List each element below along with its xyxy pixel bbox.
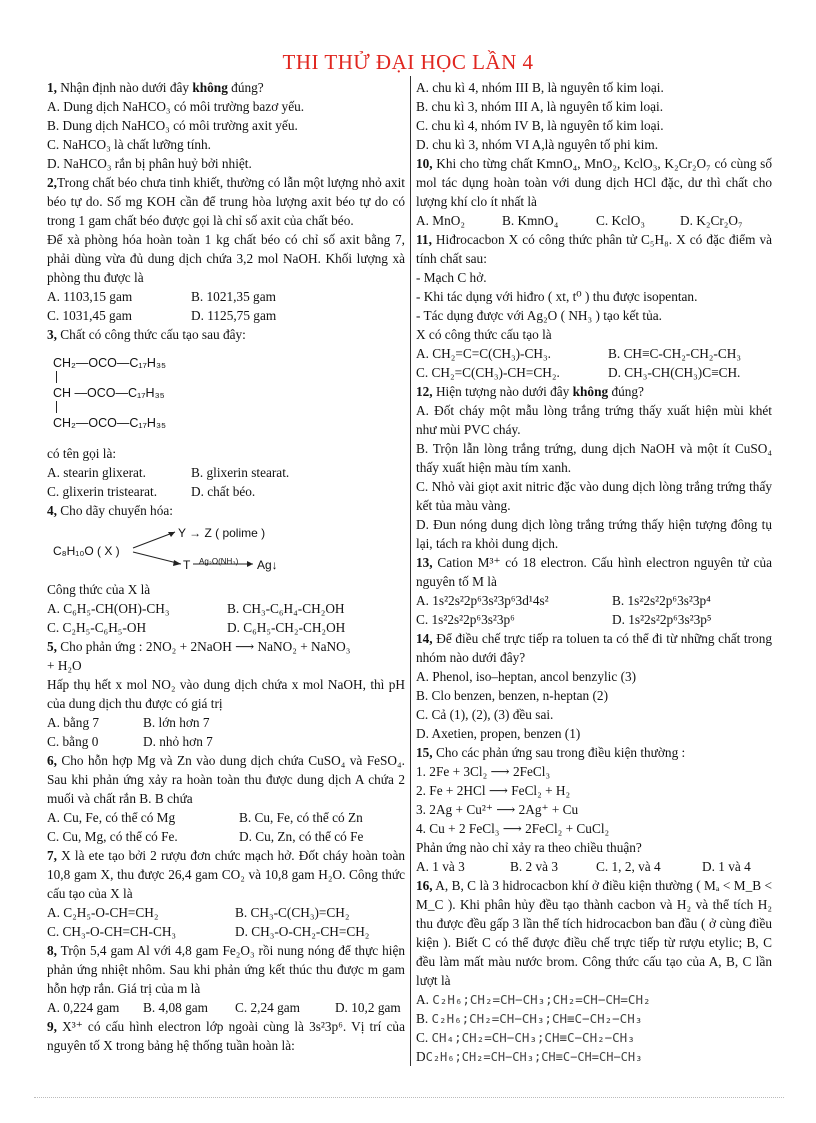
question-number: 1, (47, 80, 57, 95)
option-a: A. CH₂=C=C(CH₃)-CH₃. (416, 346, 551, 361)
scheme-start: C₈H₁₀O ( X ) (53, 544, 120, 558)
option-c: C. Nhỏ vài giọt axit nitric đặc vào dung dịch lòng trắng trứng thấy kết tủa màu vàng. (416, 479, 772, 513)
question-4-stem (47, 501, 405, 520)
option-d: D. Đun nóng dung dịch lòng trắng trứng thấy hiện tượng đông tụ lại, tách ra khỏi dung dịch. (416, 517, 772, 551)
question-number: 14, (416, 631, 433, 646)
option-a: A. 1 và 3 (416, 859, 465, 874)
option-c: C. NaHCO₃ là chất lưỡng tính. (47, 137, 212, 152)
option-a: A. stearin glixerat. (47, 465, 146, 480)
feature-line: - Khi tác dụng với hiđro ( xt, t⁰ ) thu được isopentan. (416, 289, 698, 304)
option-formula: C₂H₆;CH₂=CH−CH₃;CH₂=CH−CH=CH₂ (432, 992, 651, 1007)
option-a: A. 1s²2s²2p⁶3s²3p⁶3d¹4s² (416, 593, 549, 608)
structure-line: CH₂—OCO—C₁₇H₃₅ (53, 356, 167, 370)
question-13-stem (416, 553, 772, 591)
option-a: A. Phenol, iso–heptan, ancol benzylic (3) (416, 669, 637, 684)
options-row (47, 808, 405, 827)
option-a: A. bằng 7 (47, 715, 100, 730)
question-text: Cho phản ứng : 2NO₂ + 2NaOH ⟶ NaNO₂ + NaNO₃ (56, 639, 351, 654)
question-text: Để điều chế trực tiếp ra toluen ta có thể đi từ những chất trong nhóm nào dưới đây? (416, 631, 772, 665)
reaction-line: 3. 2Ag + Cu²⁺ ⟶ 2Ag⁺ + Cu (416, 802, 579, 817)
options-row (416, 591, 772, 610)
options-row (416, 344, 772, 363)
option-b: B. glixerin stearat. (191, 465, 290, 480)
option-d (416, 1047, 772, 1067)
question-number: 10, (416, 156, 433, 171)
question-text: có tên gọi là: (47, 446, 117, 461)
conversion-scheme (53, 524, 405, 574)
question-number: 12, (416, 384, 433, 399)
options-row (416, 363, 772, 382)
option-c: C. Cu, Mg, có thể có Fe. (47, 829, 178, 844)
options-row (47, 903, 405, 922)
option-c: C. bằng 0 (47, 734, 99, 749)
question-16-stem (416, 876, 772, 990)
question-text: Trong chất béo chưa tinh khiết, thường có lẫn một lượng nhỏ axit béo tự do. Số mg KOH cần để trung hòa lượng axit béo tự do có trong 1 gam chất béo được gọi là chỉ số axit của chất béo. (47, 175, 405, 228)
option-label: B. (416, 1011, 429, 1026)
option-a: A. C₂H₅-O-CH=CH₂ (47, 905, 159, 920)
question-text: + H₂O (47, 658, 82, 673)
option-a: A. 0,224 gam (47, 1000, 120, 1015)
option-label: A. (416, 992, 429, 1007)
option-formula: C₂H₆;CH₂=CH−CH₃;CH≡C−CH₂−CH₃ (431, 1011, 643, 1026)
question-text: Hiđrocacbon X có công thức phân tử C₅H₈. X có đặc điểm và tính chất sau: (416, 232, 772, 266)
reaction-line: 2. Fe + 2HCl ⟶ FeCl₂ + H₂ (416, 783, 571, 798)
question-10-stem (416, 154, 772, 211)
options-row (47, 463, 405, 482)
question-text: Cho dãy chuyển hóa: (56, 503, 173, 518)
question-number: 2, (47, 175, 57, 190)
question-6-stem (47, 751, 405, 808)
question-11-stem (416, 230, 772, 268)
option-d: D. CH₃-O-CH₂-CH=CH₂ (235, 924, 370, 939)
column-divider (410, 76, 411, 1066)
option-c: C. 1s²2s²2p⁶3s²3p⁶ (416, 612, 515, 627)
question-number: 6, (47, 753, 57, 768)
emphasis-text: không (572, 384, 609, 399)
option-d: D. chu kì 3, nhóm VI A,là nguyên tố phi kim. (416, 137, 659, 152)
page-bottom-rule (34, 1097, 784, 1098)
question-text: X³⁺ có cấu hình electron lớp ngoài cùng là 3s²3p⁶. Vị trí của nguyên tố X trong bảng hệ thống tuần hoàn là: (47, 1019, 405, 1053)
option-d: D. NaHCO₃ rắn bị phân huỷ bởi nhiệt. (47, 156, 252, 171)
option-a: A. Dung dịch NaHCO₃ có môi trường bazơ yếu. (47, 99, 305, 114)
options-row (47, 713, 405, 732)
feature-line: - Tác dụng được với Ag₂O ( NH₃ ) tạo kết tủa. (416, 308, 662, 323)
option-label: C. (416, 1030, 429, 1045)
question-text: Khi cho từng chất KmnO₄, MnO₂, KclO₃, K₂Cr₂O₇ có cùng số mol tác dụng hoàn toàn với dung dịch HCl đặc, dư thì chất cho lượng khí clo ít nhất là (416, 156, 772, 209)
question-text: Cho các phản ứng sau trong điều kiện thường : (432, 745, 686, 760)
option-b: B. chu kì 3, nhóm III A, là nguyên tố kim loại. (416, 99, 664, 114)
option-formula: CH₄;CH₂=CH−CH₃;CH≡C−CH₂−CH₃ (431, 1030, 635, 1045)
question-text: Hấp thụ hết x mol NO₂ vào dung dịch chứa x mol NaOH, thì pH của dung dịch thu được có giá trị (47, 677, 405, 711)
option-b: B. KmnO₄ (502, 213, 559, 228)
question-text: Chất có công thức cấu tạo sau đây: (56, 327, 246, 342)
options-row (47, 306, 405, 325)
question-text: Nhận định nào dưới đây (56, 80, 193, 95)
bond-line (56, 371, 57, 383)
structure-line: CH —OCO—C₁₇H₃₅ (53, 386, 165, 400)
question-3-stem (47, 325, 405, 344)
option-c: C. Cả (1), (2), (3) đều sai. (416, 707, 554, 722)
option-d: D. chất béo. (191, 484, 256, 499)
question-number: 3, (47, 327, 57, 342)
option-d: D. 1 và 4 (702, 859, 751, 874)
question-7-stem (47, 846, 405, 903)
option-d: D. CH₃-CH(CH₃)C≡CH. (608, 365, 741, 380)
question-text: đúng? (227, 80, 264, 95)
option-a: A. chu kì 4, nhóm III B, là nguyên tố kim loại. (416, 80, 664, 95)
option-label: D (416, 1049, 426, 1064)
question-number: 9, (47, 1019, 57, 1034)
question-text: A, B, C là 3 hidrocacbon khí ở điều kiện thường ( Mₐ < M_B < M_C ). Khi phân hủy đều tạo thành cacbon và H₂ và thể tích H₂ thu được đều gấp 3 lần thể tích hidrocacbon ban đầu ( ở cùng điều kiện ). Biết C có thể được điều chế trực tiếp từ rượu etylic; B, C đều làm mất màu nước brom. Công thức cấu tạo của A, B, C lần lượt là (416, 878, 772, 988)
option-a: A. MnO₂ (416, 213, 465, 228)
feature-line: - Mạch C hở. (416, 270, 487, 285)
emphasis-text: không (192, 80, 228, 95)
option-d: D. 1125,75 gam (191, 308, 277, 323)
option-c: C. KclO₃ (596, 213, 645, 228)
right-column (416, 78, 772, 1067)
question-number: 7, (47, 848, 57, 863)
option-b: B. Dung dịch NaHCO₃ có môi trường axit yếu. (47, 118, 298, 133)
question-text: Cation M³⁺ có 18 electron. Cấu hình electron nguyên tử của nguyên tố M là (416, 555, 772, 589)
bond-line (56, 401, 57, 413)
left-column (47, 78, 405, 1055)
option-b: B. Cu, Fe, có thể có Zn (239, 810, 363, 825)
option-b: B. 4,08 gam (143, 1000, 209, 1015)
question-number: 4, (47, 503, 57, 518)
question-1-stem (47, 78, 405, 97)
options-row (47, 618, 405, 637)
question-number: 8, (47, 943, 57, 958)
question-text: Cho hỗn hợp Mg và Zn vào dung dịch chứa CuSO₄ và FeSO₄. Sau khi phản ứng xảy ra hoàn toàn thu được dung dịch A chứa 2 muối và chất rắn B. B chứa (47, 753, 405, 806)
question-number: 11, (416, 232, 432, 247)
question-15-stem (416, 743, 772, 762)
question-8-stem (47, 941, 405, 998)
question-text: X là ete tạo bởi 2 rượu đơn chức mạch hở. Đốt cháy hoàn toàn 10,8 gam X, thu được 26,4 gam CO₂ và 10,8 gam H₂O. Công thức cấu tạo của X là (47, 848, 405, 901)
option-b: B. 2 và 3 (510, 859, 559, 874)
option-c: C. chu kì 4, nhóm IV B, là nguyên tố kim loại. (416, 118, 664, 133)
option-c: C. 2,24 gam (235, 1000, 301, 1015)
option-b: B. CH₃-C(CH₃)=CH₂ (235, 905, 350, 920)
option-c (416, 1028, 772, 1047)
options-row (416, 610, 772, 629)
option-d: D. nhỏ hơn 7 (143, 734, 213, 749)
question-9-stem (47, 1017, 405, 1055)
structure-line: CH₂—OCO—C₁₇H₃₅ (53, 416, 167, 430)
option-b: B. Trộn lẫn lòng trắng trứng, dung dịch NaOH và một ít CuSO₄ thấy xuất hiện màu tím xanh. (416, 441, 772, 475)
option-d: D. Cu, Zn, có thể có Fe (239, 829, 364, 844)
options-row (47, 998, 405, 1017)
option-b: B. CH≡C-CH₂-CH₂-CH₃ (608, 346, 741, 361)
option-a: A. Cu, Fe, có thể có Mg (47, 810, 176, 825)
options-row (47, 732, 405, 751)
options-row (47, 599, 405, 618)
option-b: B. Clo benzen, benzen, n-heptan (2) (416, 688, 608, 703)
option-c: C. glixerin tristearat. (47, 484, 158, 499)
option-c: C. CH₂=C(CH₃)-CH=CH₂. (416, 365, 560, 380)
scheme-reagent: Ag₂O(NH₃) (199, 557, 239, 566)
option-d: D. 1s²2s²2p⁶3s²3p⁵ (612, 612, 712, 627)
question-number: 13, (416, 555, 433, 570)
option-d: D. K₂Cr₂O₇ (680, 213, 743, 228)
option-a: A. 1103,15 gam (47, 289, 133, 304)
options-row (47, 482, 405, 501)
option-b (416, 1009, 772, 1028)
option-a: A. Đốt cháy một mẫu lòng trắng trứng thấy xuất hiện mùi khét như mùi PVC cháy. (416, 403, 772, 437)
question-text: đúng? (608, 384, 644, 399)
reaction-line: 4. Cu + 2 FeCl₃ ⟶ 2FeCl₂ + CuCl₂ (416, 821, 610, 836)
options-row (47, 827, 405, 846)
option-d: D. Axetien, propen, benzen (1) (416, 726, 581, 741)
question-text: Phản ứng nào chỉ xảy ra theo chiều thuận? (416, 840, 642, 855)
page-title: THI THỬ ĐẠI HỌC LẦN 4 (282, 50, 534, 74)
option-c: C. C₂H₅-C₆H₅-OH (47, 620, 147, 635)
options-row (47, 922, 405, 941)
question-text: Hiện tượng nào dưới đây (432, 384, 573, 399)
option-formula: C₂H₆;CH₂=CH−CH₃;CH≡C−CH=CH−CH₃ (425, 1050, 643, 1064)
question-14-stem (416, 629, 772, 667)
option-a (416, 990, 772, 1009)
option-b: B. 1s²2s²2p⁶3s²3p⁴ (612, 593, 711, 608)
option-d: D. C₆H₅-CH₂-CH₂OH (227, 620, 346, 635)
option-d: D. 10,2 gam (335, 1000, 401, 1015)
question-text: X có công thức cấu tạo là (416, 327, 552, 342)
scheme-t-label: T (183, 558, 191, 572)
options-row (47, 287, 405, 306)
question-number: 15, (416, 745, 433, 760)
question-5-stem (47, 637, 405, 656)
question-number: 5, (47, 639, 57, 654)
option-b: B. lớn hơn 7 (143, 715, 210, 730)
triglyceride-structure (53, 346, 405, 438)
options-row (416, 857, 772, 876)
options-row (416, 211, 772, 230)
question-2-stem (47, 173, 405, 230)
scheme-y-branch: Y → Z ( polime ) (178, 526, 266, 540)
question-text: Công thức của X là (47, 582, 151, 597)
option-c: C. 1, 2, và 4 (596, 859, 661, 874)
reaction-line: 1. 2Fe + 3Cl₂ ⟶ 2FeCl₃ (416, 764, 551, 779)
scheme-product: Ag↓ (257, 558, 278, 572)
question-2-text: Để xà phòng hóa hoàn toàn 1 kg chất béo có chỉ số axit bằng 7, phải dùng vừa đủ dung dịch chứa 3,2 mol NaOH. Khối lượng xà phòng thu được là (47, 232, 405, 285)
option-b: B. 1021,35 gam (191, 289, 276, 304)
option-b: B. CH₃-C₆H₄-CH₂OH (227, 601, 345, 616)
option-c: C. 1031,45 gam (47, 308, 132, 323)
question-12-stem (416, 382, 772, 401)
question-text: Trộn 5,4 gam Al với 4,8 gam Fe₂O₃ rồi nung nóng để thực hiện phản ứng nhiệt nhôm. Sau khi phản ứng kết thúc thu được m gam hỗn hợp rắn. Giá trị của m là (47, 943, 405, 996)
question-number: 16, (416, 878, 433, 893)
option-a: A. C₆H₅-CH(OH)-CH₃ (47, 601, 170, 616)
option-c: C. CH₃-O-CH=CH-CH₃ (47, 924, 177, 939)
